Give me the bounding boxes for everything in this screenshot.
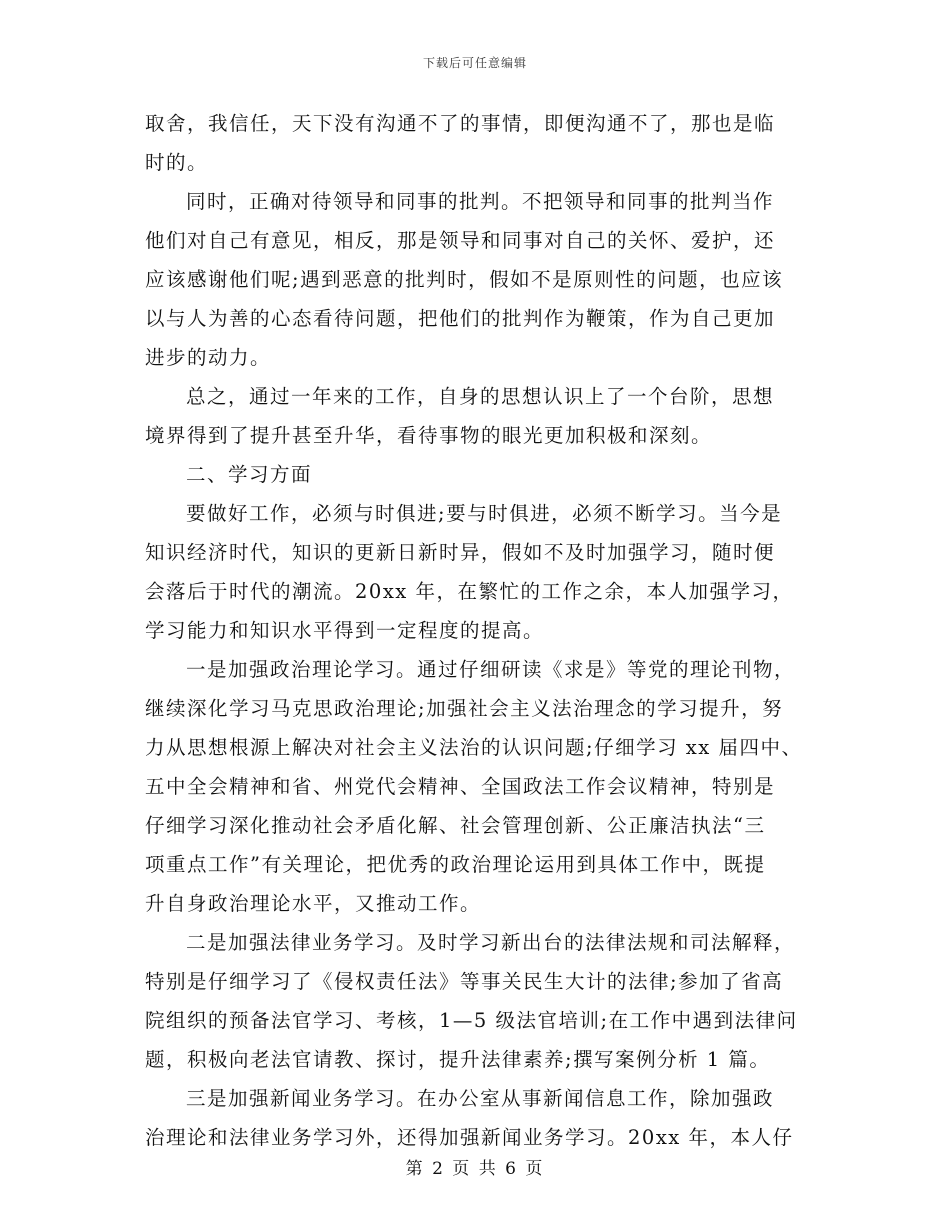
text-line: 会落后于时代的潮流。20xx 年，在繁忙的工作之余，本人加强学习，: [145, 580, 794, 603]
text-line: 以与人为善的心态看待问题，把他们的批判作为鞭策，作为自己更加: [145, 307, 776, 330]
text-line: 项重点工作”有关理论，把优秀的政治理论运用到具体工作中，既提: [145, 853, 766, 876]
text-line: 应该感谢他们呢;遇到恶意的批判时，假如不是原则性的问题，也应该: [145, 268, 784, 291]
text-line: 知识经济时代，知识的更新日新时异，假如不及时加强学习，随时便: [145, 541, 776, 564]
text-line: 力从思想根源上解决对社会主义法治的认识问题;仔细学习 xx 届四中、: [145, 736, 803, 759]
paragraph-first-line: 同时，正确对待领导和同事的批判。不把领导和同事的批判当作: [186, 190, 775, 213]
text-line: 特别是仔细学习了《侵权责任法》等事关民生大计的法律;参加了省高: [145, 970, 784, 993]
paragraph-first-line: 二、学习方面: [186, 463, 313, 486]
text-line: 境界得到了提升甚至升华，看待事物的眼光更加积极和深刻。: [145, 424, 713, 447]
page-number-footer: 第 2 页 共 6 页: [405, 1159, 545, 1179]
text-line: 取舍，我信任，天下没有沟通不了的事情，即便沟通不了，那也是临: [145, 112, 776, 135]
text-line: 进步的动力。: [145, 346, 272, 369]
paragraph-first-line: 三是加强新闻业务学习。在办公室从事新闻信息工作，除加强政: [186, 1087, 775, 1110]
text-line: 他们对自己有意见，相反，那是领导和同事对自己的关怀、爱护，还: [145, 229, 776, 252]
text-line: 仔细学习深化推动社会矛盾化解、社会管理创新、公正廉洁执法“三: [145, 814, 766, 837]
paragraph-first-line: 二是加强法律业务学习。及时学习新出台的法律法规和司法解释，: [186, 931, 796, 954]
text-line: 题，积极向老法官请教、探讨，提升法律素养;撰写案例分析 1 篇。: [145, 1048, 771, 1071]
paragraph-first-line: 一是加强政治理论学习。通过仔细研读《求是》等党的理论刊物，: [186, 658, 796, 681]
text-line: 治理论和法律业务学习外，还得加强新闻业务学习。20xx 年，本人仔: [145, 1126, 794, 1149]
text-line: 院组织的预备法官学习、考核，1—5 级法官培训;在工作中遇到法律问: [145, 1009, 798, 1032]
text-line: 五中全会精神和省、州党代会精神、全国政法工作会议精神，特别是: [145, 775, 776, 798]
text-line: 继续深化学习马克思政治理论;加强社会主义法治理念的学习提升，努: [145, 697, 784, 720]
page-header: 下载后可任意编辑: [422, 56, 527, 70]
paragraph-first-line: 总之，通过一年来的工作，自身的思想认识上了一个台阶，思想: [186, 385, 775, 408]
document-body: [145, 104, 813, 1157]
paragraph-first-line: 要做好工作，必须与时俱进;要与时俱进，必须不断学习。当今是: [186, 502, 783, 525]
text-line: 时的。: [145, 151, 209, 174]
text-line: 升自身政治理论水平，又推动工作。: [145, 892, 482, 915]
text-line: 学习能力和知识水平得到一定程度的提高。: [145, 619, 545, 642]
